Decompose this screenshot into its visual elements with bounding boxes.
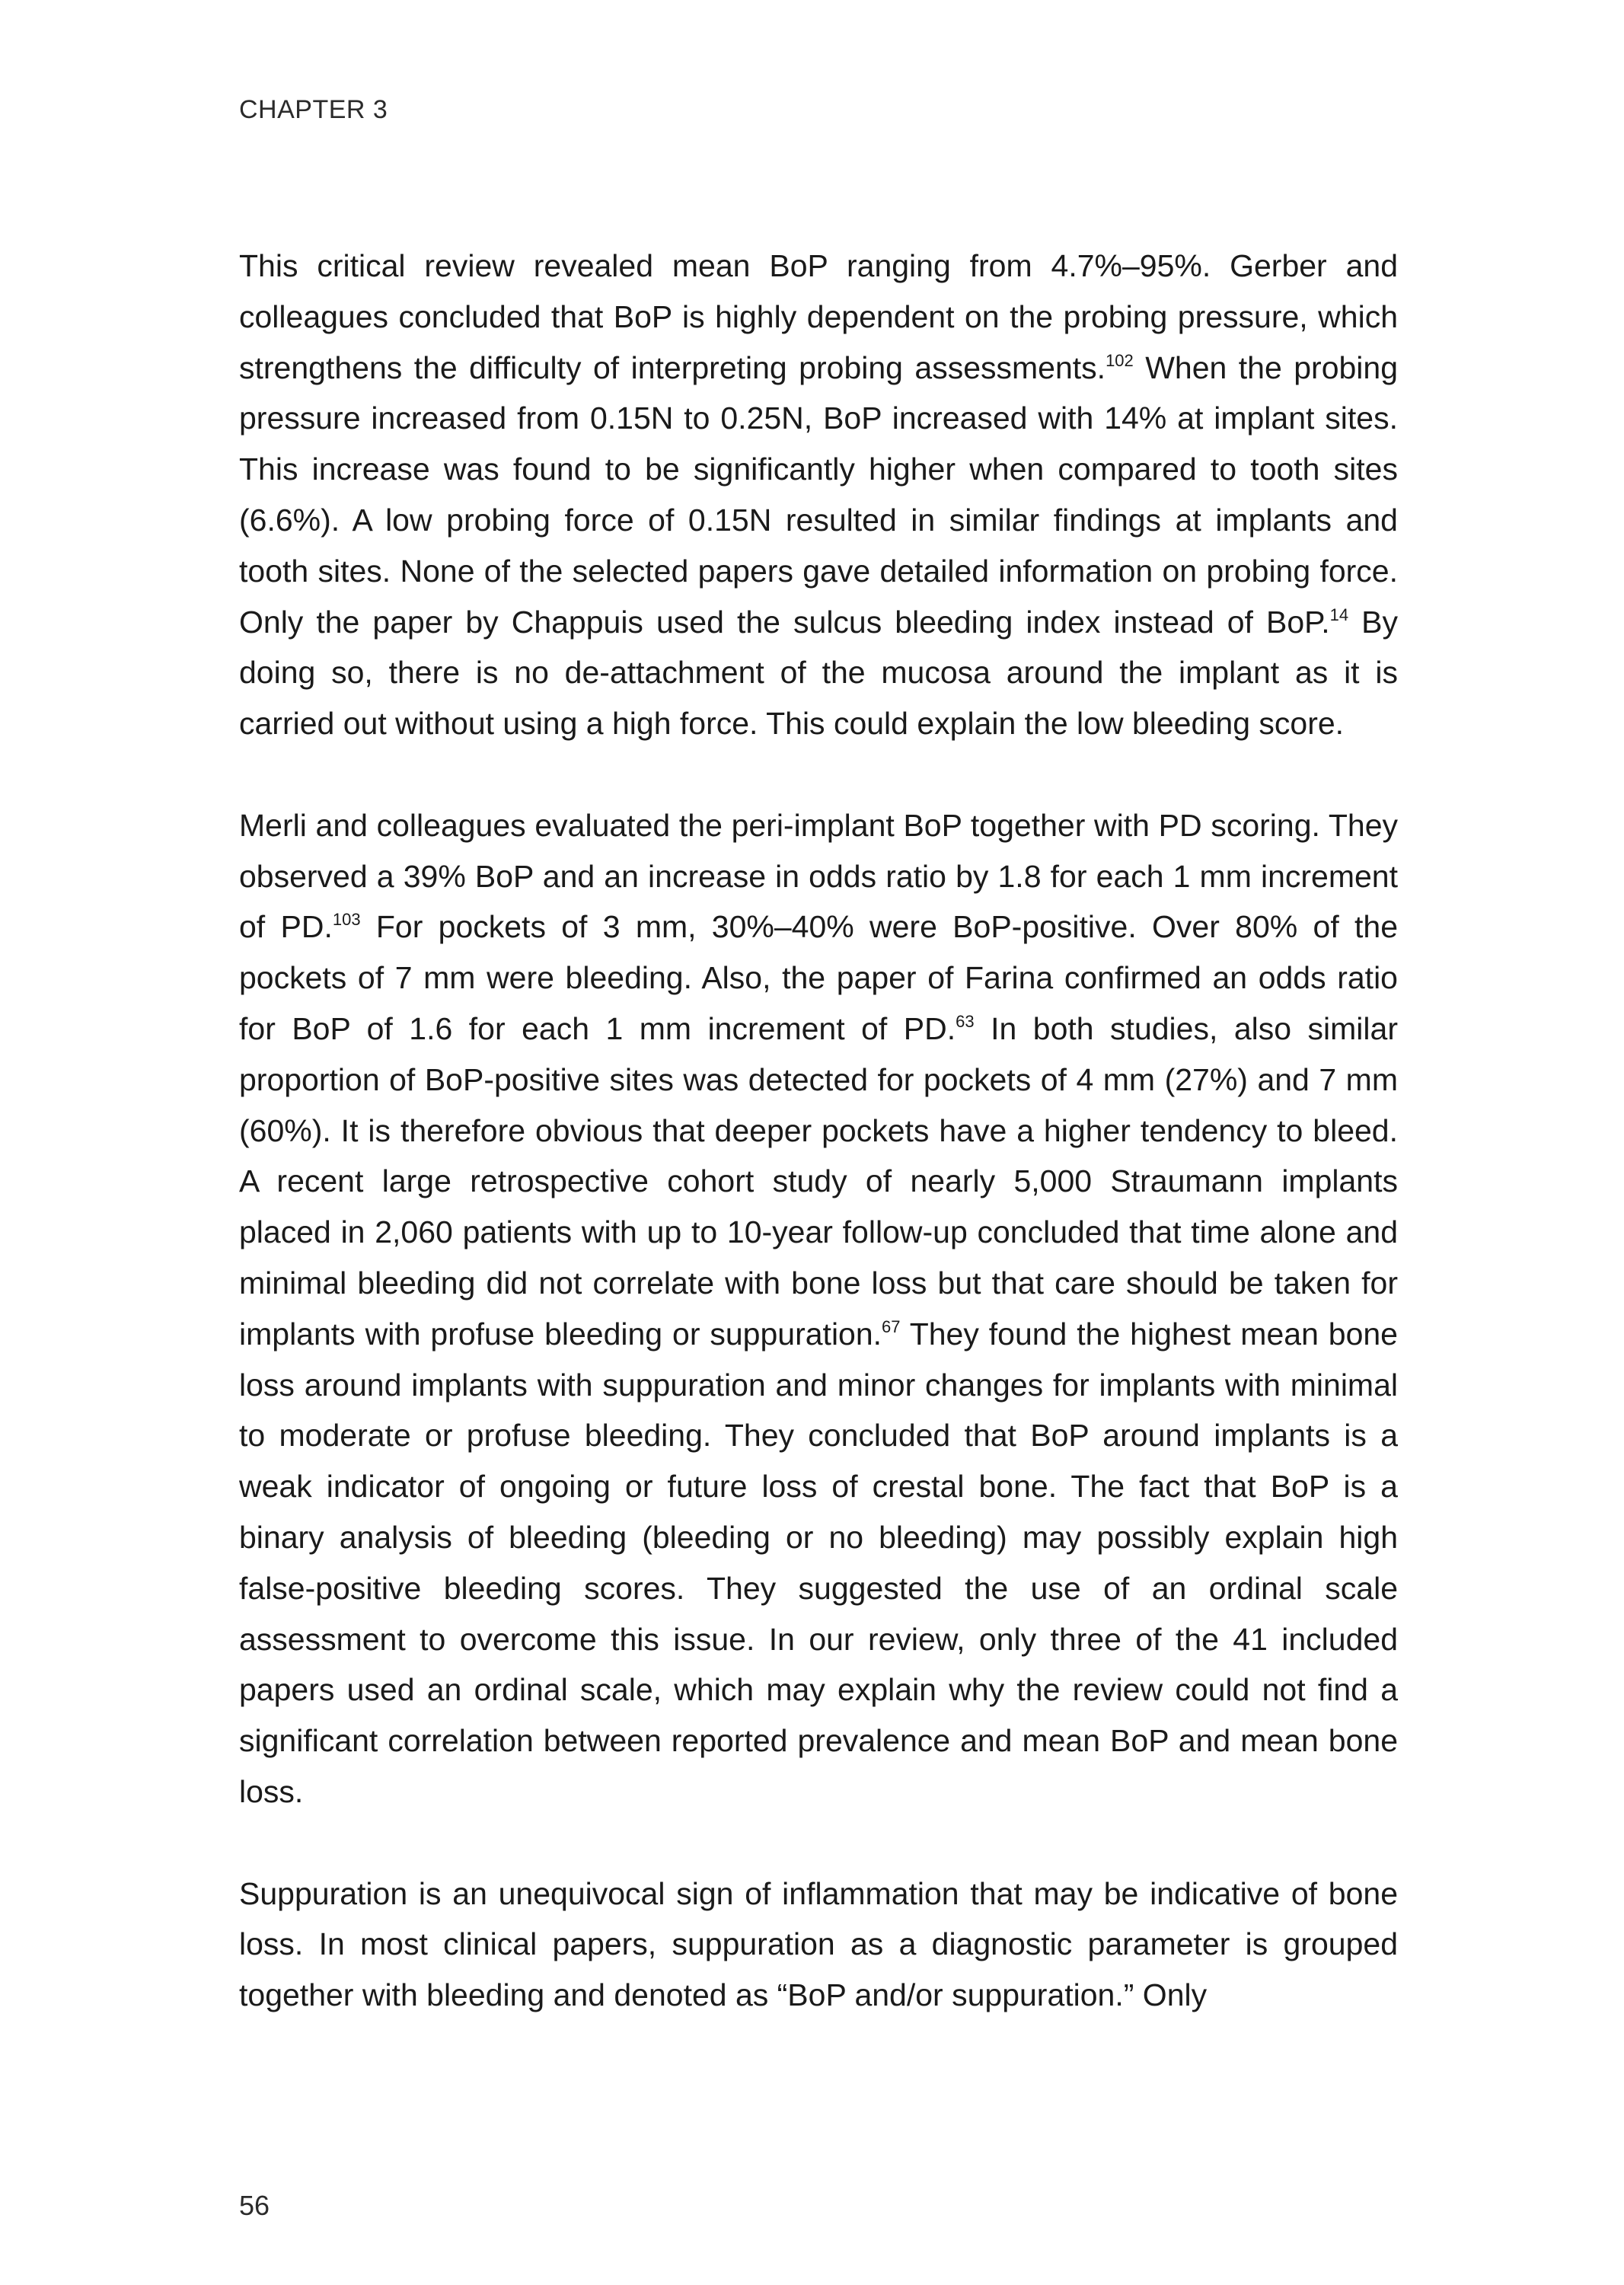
text-segment: When the probing pressure increased from 0.15N to 0.25N, BoP increased with 14% at implant sites. This increase was found to be significantly higher when compared to tooth sites (6.6%). A low probing force of 0.15N resulted in similar findings at implants and tooth sites. None of the selected papers gave detailed information on probing force. Only the paper by Chappuis used the sulcus bleeding index instead of BoP. — [239, 349, 1399, 640]
text-segment: In both studies, also similar proportion of BoP-positive sites was detected for pockets of 4 mm (27%) and 7 mm (60%). It is therefore obvious that deeper pockets have a higher tendency to bleed. A recent large retrospective cohort study of nearly 5,000 Straumann implants placed in 2,060 patients with up to 10-year follow-up concluded that time alone and minimal bleeding did not correlate with bone loss but that care should be taken for implants with profuse bleeding or suppuration. — [239, 1010, 1398, 1352]
text-segment: Merli and colleagues evaluated the peri-implant BoP together with PD scoring. They observed a 39% BoP and an increase in odds ratio by 1.8 for each 1 mm increment of PD. — [239, 807, 1398, 945]
paragraph-1 — [239, 241, 1398, 749]
paragraph-2 — [239, 800, 1398, 1817]
citation-superscript: 67 — [882, 1316, 901, 1336]
text-segment: Suppuration is an unequivocal sign of inflammation that may be indicative of bone loss. In most clinical papers, suppuration as a diagnostic parameter is grouped together with bleeding and denoted as “BoP and/or suppuration.” Only — [239, 1875, 1398, 2013]
citation-superscript: 102 — [1106, 350, 1134, 370]
page-number: 56 — [239, 2190, 270, 2221]
citation-superscript: 14 — [1329, 605, 1349, 624]
citation-superscript: 63 — [956, 1011, 975, 1031]
body-text — [239, 241, 1398, 2021]
paragraph-3 — [239, 1869, 1398, 2021]
text-segment: For pockets of 3 mm, 30%–40% were BoP-positive. Over 80% of the pockets of 7 mm were bleeding. Also, the paper of Farina confirmed an odds ratio for BoP of 1.6 for each 1 mm increment of PD. — [239, 909, 1399, 1046]
citation-superscript: 103 — [332, 910, 361, 930]
text-segment: They found the highest mean bone loss around implants with suppuration and minor changes for implants with minimal to moderate or profuse bleeding. They concluded that BoP around implants is a weak indicator of ongoing or future loss of crestal bone. The fact that BoP is a binary analysis of bleeding (bleeding or no bleeding) may possibly explain high false-positive bleeding scores. They suggested the use of an ordinal scale assessment to overcome this issue. In our review, only three of the 41 included papers used an ordinal scale, which may explain why the review could not find a significant correlation between reported prevalence and mean BoP and mean bone loss. — [239, 1316, 1398, 1809]
chapter-header: CHAPTER 3 — [239, 95, 388, 124]
text-segment: By doing so, there is no de-attachment of the mucosa around the implant as it is carried out without using a high force. This could explain the low bleeding score. — [239, 604, 1398, 742]
text-segment: This critical review revealed mean BoP ranging from 4.7%–95%. Gerber and colleagues concluded that BoP is highly dependent on the probing pressure, which strengthens the difficulty of interpreting probing assessments. — [239, 248, 1398, 385]
